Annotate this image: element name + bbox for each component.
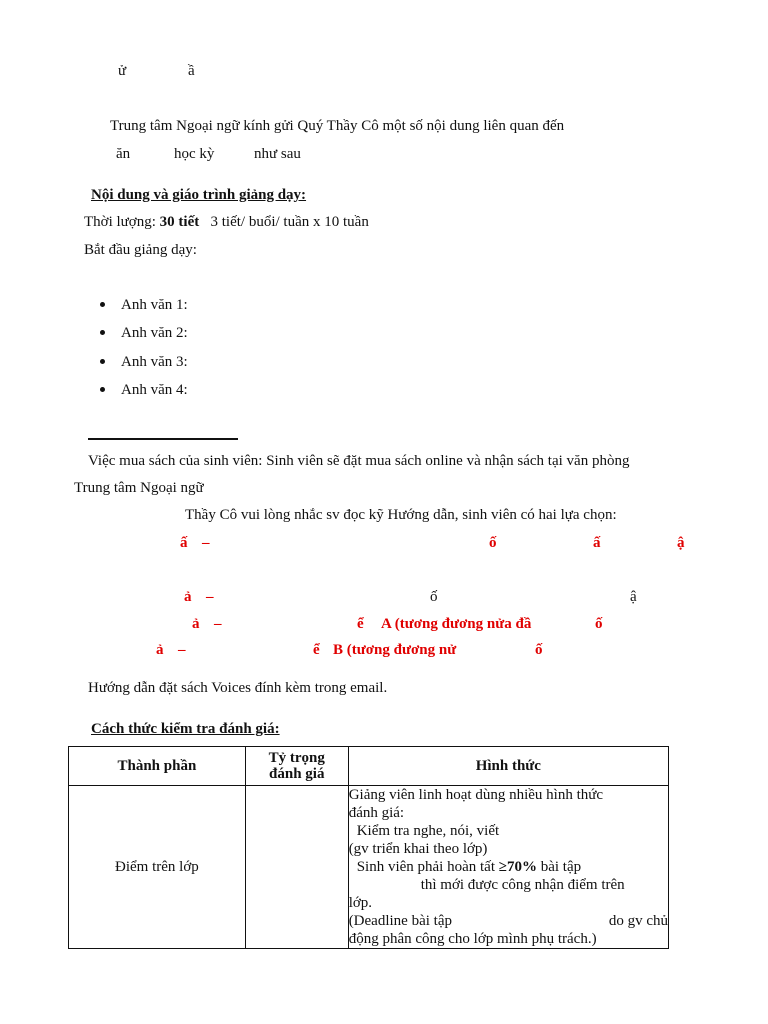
form-text: bài tập (536, 859, 582, 875)
option1-fragment: ậ (677, 535, 685, 551)
books-line: Việc mua sách của sinh viên: Sinh viên sẽ đặt mua sách online và nhận sách tại văn phòng (88, 453, 630, 469)
course-item: Anh văn 2: (121, 325, 188, 341)
intro-line: Trung tâm Ngoại ngữ kính gửi Quý Thầy Cô một số nội dung liên quan đến (110, 118, 565, 134)
option2-fragment: ậ (630, 589, 637, 605)
bullet-dot (100, 302, 105, 307)
form-line: đánh giá: (348, 805, 405, 821)
option2a-fragment: ả (192, 616, 200, 632)
option1-fragment: ố (489, 535, 497, 551)
option2b-fragment: – (178, 642, 186, 658)
intro-fragment: ăn (116, 146, 131, 162)
course-item: Anh văn 4: (121, 382, 188, 398)
assessment-table (68, 746, 669, 949)
bullet-dot (100, 330, 105, 335)
course-item: Anh văn 3: (121, 354, 188, 370)
option2a-fragment: – (214, 616, 222, 632)
duration-detail: 3 tiết/ buổi/ tuần x 10 tuần (210, 214, 369, 230)
course-item: Anh văn 1: (121, 297, 188, 313)
column-header-form: Hình thức (348, 747, 668, 786)
option2-fragment: ả (184, 589, 192, 605)
option1-fragment: ấ (180, 535, 188, 551)
books-guide: Hướng dẫn đặt sách Voices đính kèm trong email. (88, 680, 388, 696)
option1-fragment: ấ (593, 535, 601, 551)
form-line (349, 786, 668, 804)
option2a-fragment: ố (595, 616, 603, 632)
bullet-dot (100, 387, 105, 392)
option2a-fragment: A (tương đương nửa đầ (381, 616, 532, 632)
duration-line (84, 213, 369, 231)
option2b-fragment: ố (535, 642, 543, 658)
column-header-weight: Tỷ trọng đánh giá (245, 747, 348, 786)
cell-component: Điểm trên lớp (69, 786, 246, 949)
header-fragment: ầ (188, 63, 195, 79)
duration-label: Thời lượng: (84, 214, 160, 230)
form-text: do gv chủ (608, 913, 668, 929)
cell-form (348, 786, 668, 949)
option1-fragment: – (202, 535, 210, 551)
form-line (349, 912, 668, 930)
form-text: Sinh viên phải hoàn tất (356, 859, 499, 875)
duration-value: 30 tiết (159, 214, 200, 230)
table-row (69, 786, 669, 949)
table-header-row (69, 747, 669, 786)
form-threshold: ≥70% (498, 859, 537, 875)
books-reminder: Thầy Cô vui lòng nhắc sv đọc kỹ Hướng dẫn, sinh viên có hai lựa chọn: (185, 507, 617, 523)
option2-fragment: ố (430, 589, 438, 605)
cell-weight (245, 786, 348, 949)
column-header-component: Thành phần (69, 747, 246, 786)
form-line: lớp. (348, 895, 373, 911)
form-line: (gv triển khai theo lớp) (348, 841, 488, 857)
form-text: Giảng viên linh hoạt dùng nhiều hình thức (348, 787, 604, 803)
form-line: Kiểm tra nghe, nói, viết (356, 823, 500, 839)
option2b-fragment: ả (156, 642, 164, 658)
section-heading-assessment: Cách thức kiểm tra đánh giá: (91, 721, 280, 737)
start-label: Bắt đầu giảng dạy: (84, 242, 197, 258)
option2b-fragment: ể (313, 642, 320, 658)
form-line: động phân công cho lớp mình phụ trách.) (348, 931, 597, 947)
intro-fragment: học kỳ (174, 146, 215, 162)
form-line (349, 858, 668, 876)
option2a-fragment: ể (357, 616, 364, 632)
section-heading-content: Nội dung và giáo trình giảng dạy: (91, 187, 307, 203)
books-line: Trung tâm Ngoại ngữ (74, 480, 204, 496)
section-divider (88, 438, 238, 440)
bullet-dot (100, 359, 105, 364)
option2b-fragment: B (tương đương nử (333, 642, 457, 658)
intro-fragment: như sau (254, 146, 301, 162)
option2-fragment: – (206, 589, 214, 605)
form-text: (Deadline bài tập (348, 913, 452, 929)
header-fragment: ử (118, 63, 127, 79)
form-line: thì mới được công nhận điểm trên (420, 877, 625, 893)
